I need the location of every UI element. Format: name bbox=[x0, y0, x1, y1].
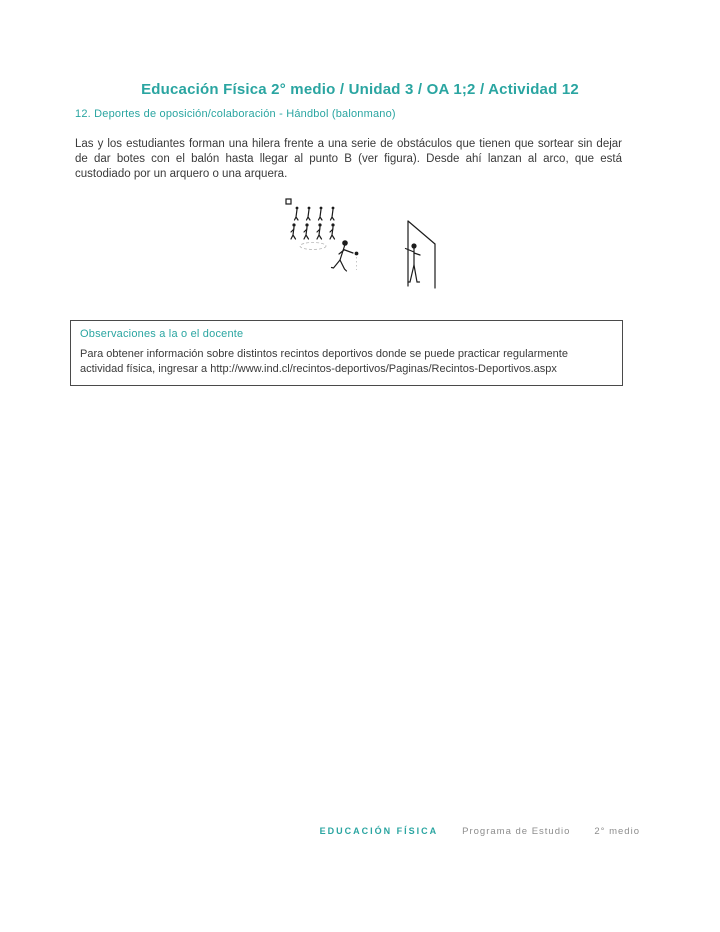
footer-grade-label: 2° medio bbox=[594, 826, 640, 837]
handball-drill-diagram bbox=[283, 196, 443, 294]
goal-icon bbox=[408, 221, 435, 288]
footer-subject-label: EDUCACIÓN FÍSICA bbox=[319, 826, 439, 836]
teacher-note-body bbox=[80, 347, 613, 376]
teacher-note-box bbox=[70, 320, 623, 386]
floor-mark-icon bbox=[300, 243, 326, 250]
activity-heading: 12. Deportes de oposición/colaboración - Hándbol (balonmano) bbox=[75, 108, 396, 120]
page-title: Educación Física 2° medio / Unidad 3 / OA 1;2 / Actividad 12 bbox=[141, 81, 579, 98]
page-footer bbox=[320, 826, 640, 837]
students-line-icon bbox=[291, 207, 335, 250]
activity-description: Las y los estudiantes forman una hilera frente a una serie de obstáculos que tienen que sortear sin dejar de dar botes con el balón hasta llegar al punto B (ver figura). Desde ahí lanzan al arco, que está custodiado por un arquero o una arquera. bbox=[75, 138, 622, 180]
recintos-deportivos-link[interactable]: http://www.ind.cl/recintos-deportivos/Paginas/Recintos-Deportivos.aspx bbox=[210, 362, 557, 375]
handball-drill-figure bbox=[283, 196, 443, 294]
start-marker-icon bbox=[286, 199, 291, 204]
footer-program-label: Programa de Estudio bbox=[462, 826, 571, 837]
teacher-note-title: Observaciones a la o el docente bbox=[80, 328, 244, 340]
teacher-note-text: Para obtener información sobre distintos recintos deportivos donde se puede practicar regularmente actividad física, ingresar a bbox=[80, 348, 568, 375]
dribbler-icon bbox=[332, 240, 359, 271]
